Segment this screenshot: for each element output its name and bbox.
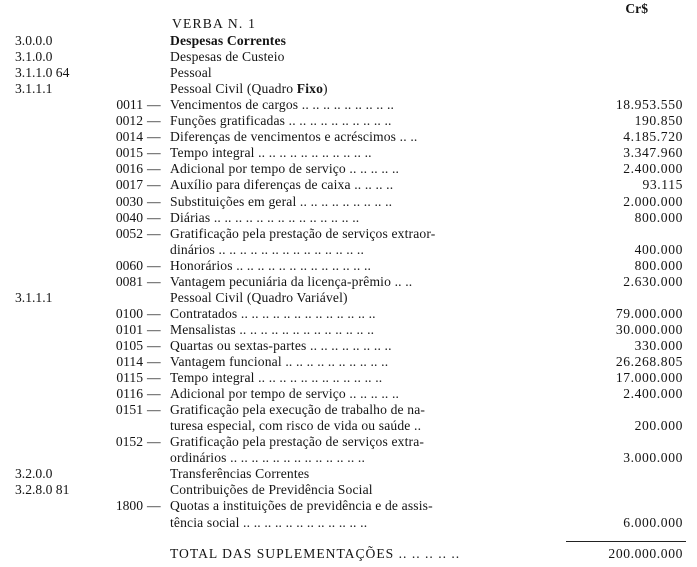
description-part: ): [323, 81, 328, 97]
budget-row: [0, 49, 697, 65]
budget-row: [0, 418, 697, 434]
item-number: 0052: [115, 225, 143, 241]
row-amount: 79.000.000: [615, 305, 683, 321]
dash-separator: —: [147, 305, 161, 321]
row-description: Despesas Correntes: [170, 33, 287, 48]
dash-separator: —: [147, 177, 161, 193]
item-number: 1800: [115, 498, 143, 514]
budget-row: [0, 386, 697, 402]
dash-separator: —: [147, 273, 161, 289]
budget-row: [0, 274, 697, 290]
budget-row: [0, 242, 697, 258]
total-rule: [566, 541, 686, 542]
row-amount: 3.000.000: [623, 450, 683, 466]
row-amount: 17.000.000: [615, 370, 683, 386]
row-description: Diárias .. .. .. .. .. .. .. .. .. .. .. .. .. ..: [170, 209, 360, 225]
budget-row: [0, 466, 697, 482]
row-amount: 330.000: [634, 337, 683, 353]
budget-row: [0, 498, 697, 514]
budget-row: [0, 113, 697, 129]
description-part: Fixo: [296, 81, 324, 97]
row-amount: 2.000.000: [623, 193, 683, 209]
row-description: Transferências Correntes: [170, 466, 310, 482]
item-number: 0016: [115, 161, 143, 177]
dash-separator: —: [147, 321, 161, 337]
row-description: Funções gratificadas .. .. .. .. .. .. .. .. .. ..: [170, 113, 392, 129]
budget-row: [0, 482, 697, 498]
verba-title: VERBA N. 1: [172, 16, 257, 31]
row-description: Gratificação pela prestação de serviços extra-: [170, 434, 425, 450]
row-description: tência social .. .. .. .. .. .. .. .. .. .. .. ..: [170, 514, 368, 530]
item-number: 0101: [115, 321, 143, 337]
dash-separator: —: [147, 193, 161, 209]
row-amount: 800.000: [634, 257, 683, 273]
total-label: TOTAL DAS SUPLEMENTAÇÕES .. .. .. .. ..: [170, 546, 461, 561]
account-code: 3.2.0.0: [15, 466, 53, 482]
account-code: 3.0.0.0: [15, 33, 53, 48]
row-description: Contribuições de Previdência Social: [170, 482, 373, 498]
row-amount: 2.400.000: [623, 386, 683, 402]
dash-separator: —: [147, 257, 161, 273]
row-description: Quartas ou sextas-partes .. .. .. .. .. .. .. ..: [170, 337, 392, 353]
budget-row: [0, 33, 697, 49]
row-description: Honorários .. .. .. .. .. .. .. .. .. .. .. .. ..: [170, 257, 372, 273]
dash-separator: —: [147, 354, 161, 369]
item-number: 0011: [116, 97, 143, 113]
currency-header: Cr$: [625, 1, 648, 16]
dash-separator: —: [147, 434, 161, 450]
item-number: 0114: [116, 354, 143, 369]
item-number: 0014: [115, 129, 143, 145]
row-amount: 6.000.000: [623, 514, 683, 530]
row-description: Mensalistas .. .. .. .. .. .. .. .. .. .. .. .. ..: [170, 321, 375, 337]
row-amount: 2.400.000: [623, 161, 683, 177]
item-number: 0012: [115, 113, 143, 129]
budget-row: [0, 97, 697, 113]
budget-row: [0, 129, 697, 145]
dash-separator: —: [147, 113, 161, 129]
item-number: 0116: [116, 386, 143, 402]
item-number: 0015: [115, 145, 143, 161]
row-description: Diferenças de vencimentos e acréscimos .. ..: [170, 129, 418, 145]
budget-row: [0, 177, 697, 193]
budget-row: [0, 338, 697, 354]
dash-separator: —: [147, 402, 161, 418]
item-number: 0017: [115, 177, 143, 193]
row-description: Quotas a instituições de previdência e de assis-: [170, 498, 433, 514]
row-amount: 190.850: [634, 113, 683, 129]
budget-row: [0, 306, 697, 322]
row-amount: 30.000.000: [615, 321, 683, 337]
item-number: 0100: [115, 305, 143, 321]
budget-row: [0, 81, 697, 97]
dash-separator: —: [147, 225, 161, 241]
row-description: Pessoal: [170, 65, 212, 81]
budget-row: [0, 145, 697, 161]
total-row: [0, 546, 697, 562]
dash-separator: —: [147, 145, 161, 161]
row-description: Substituições em geral .. .. .. .. .. .. .. .. ..: [170, 193, 393, 209]
budget-row: [0, 402, 697, 418]
budget-row: [0, 226, 697, 242]
row-description: Adicional por tempo de serviço .. .. .. .. ..: [170, 386, 400, 402]
account-code: 3.1.1.0 64: [15, 65, 70, 81]
total-amount: 200.000.000: [608, 546, 683, 561]
account-code: 3.1.1.1: [15, 81, 53, 97]
account-code: 3.1.1.1: [15, 289, 53, 305]
row-amount: 93.115: [642, 177, 683, 193]
dash-separator: —: [147, 498, 161, 514]
dash-separator: —: [147, 209, 161, 225]
row-amount: 18.953.550: [615, 97, 683, 113]
row-amount: 26.268.805: [615, 354, 683, 369]
row-description: turesa especial, com risco de vida ou saúde ..: [170, 418, 422, 434]
row-amount: 2.630.000: [623, 273, 683, 289]
budget-row: [0, 434, 697, 450]
item-number: 0081: [115, 273, 143, 289]
budget-row: [0, 322, 697, 338]
dash-separator: —: [147, 370, 161, 386]
row-description: Tempo integral .. .. .. .. .. .. .. .. .. .. .. ..: [170, 370, 383, 386]
item-number: 0030: [115, 193, 143, 209]
item-number: 0105: [115, 337, 143, 353]
row-description: Gratificação pela prestação de serviços extraor-: [170, 225, 436, 241]
row-description: Vencimentos de cargos .. .. .. .. .. .. .. .. ..: [170, 97, 395, 113]
budget-row: [0, 161, 697, 177]
budget-row: [0, 354, 697, 370]
row-description: Gratificação pela execução de trabalho de na-: [170, 402, 426, 418]
item-number: 0060: [115, 257, 143, 273]
row-amount: 800.000: [634, 209, 683, 225]
dash-separator: —: [147, 337, 161, 353]
account-code: 3.2.8.0 81: [15, 482, 70, 498]
dash-separator: —: [147, 129, 161, 145]
row-description: Vantagem funcional .. .. .. .. .. .. .. .. .. ..: [170, 354, 389, 369]
dash-separator: —: [147, 386, 161, 402]
row-amount: 4.185.720: [623, 129, 683, 145]
item-number: 0151: [115, 402, 143, 418]
row-description: Contratados .. .. .. .. .. .. .. .. .. .. .. .. ..: [170, 305, 376, 321]
row-description: [170, 81, 328, 97]
row-amount: 400.000: [634, 241, 683, 257]
account-code: 3.1.0.0: [15, 49, 53, 65]
item-number: 0040: [115, 209, 143, 225]
budget-row: [0, 370, 697, 386]
budget-row: [0, 515, 697, 531]
item-number: 0152: [115, 434, 143, 450]
row-description: Pessoal Civil (Quadro Variável): [170, 289, 348, 305]
verba-title-row: [0, 16, 697, 32]
dash-separator: —: [147, 97, 161, 113]
row-amount: 3.347.960: [623, 145, 683, 161]
budget-row: [0, 258, 697, 274]
row-description: Vantagem pecuniária da licença-prêmio .. ..: [170, 273, 413, 289]
row-description: Tempo integral .. .. .. .. .. .. .. .. .. .. ..: [170, 145, 372, 161]
description-part: Pessoal Civil (Quadro: [170, 81, 297, 97]
row-amount: 200.000: [634, 418, 683, 434]
item-number: 0115: [116, 370, 143, 386]
budget-row: [0, 194, 697, 210]
budget-row: [0, 450, 697, 466]
row-description: Despesas de Custeio: [170, 49, 285, 65]
budget-row: [0, 290, 697, 306]
row-description: Auxílio para diferenças de caixa .. .. .. ..: [170, 177, 394, 193]
row-description: ordinários .. .. .. .. .. .. .. .. .. .. .. .. ..: [170, 450, 366, 466]
budget-row: [0, 210, 697, 226]
row-description: Adicional por tempo de serviço .. .. .. .. ..: [170, 161, 400, 177]
row-description: dinários .. .. .. .. .. .. .. .. .. .. .. .. .. ..: [170, 241, 365, 257]
budget-row: [0, 65, 697, 81]
dash-separator: —: [147, 161, 161, 177]
